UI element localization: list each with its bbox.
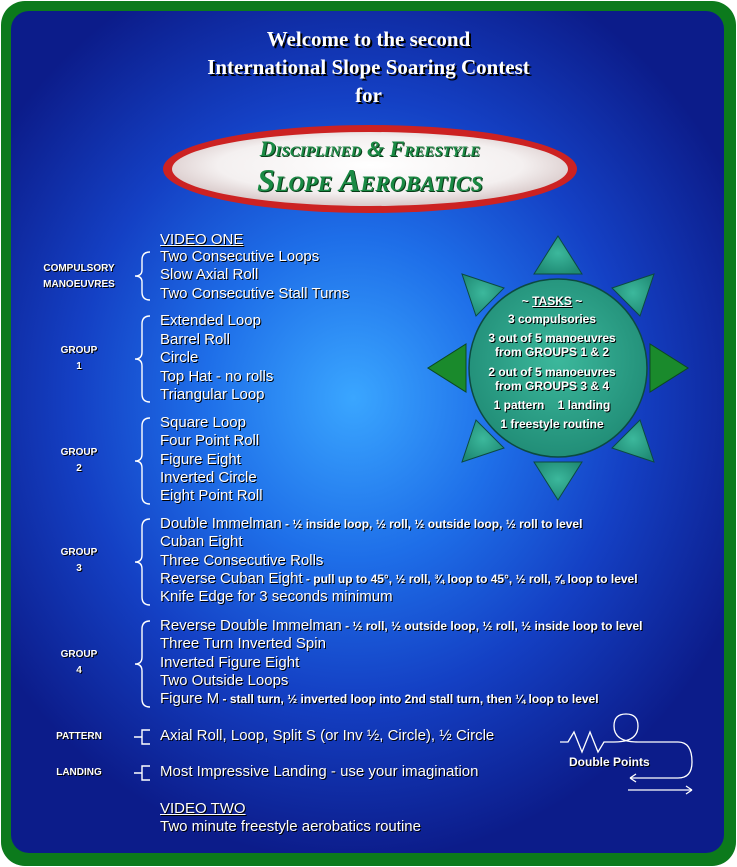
bracket-landing	[132, 764, 154, 782]
list-item: Extended Loop	[160, 312, 261, 329]
list-item: Three Turn Inverted Spin	[160, 635, 326, 652]
banner-line-2: Slope Aerobatics	[257, 162, 483, 198]
list-item: Figure Eight	[160, 451, 241, 468]
tasks-line: 3 out of 5 manoeuvres	[488, 331, 616, 345]
list-item: Reverse Cuban Eight - pull up to 45°, ½ roll, ¾ loop to 45°, ½ roll, ⅝ loop to level	[160, 570, 638, 587]
list-item: Two Outside Loops	[160, 672, 289, 689]
brace-group-3	[132, 517, 154, 607]
video-two-text: Two minute freestyle aerobatics routine	[160, 818, 421, 835]
group-label-2: GROUP 2	[60, 447, 98, 474]
group-label-4: GROUP 4	[60, 649, 98, 676]
list-item: Top Hat - no rolls	[160, 368, 274, 385]
header-line-3: for	[355, 83, 382, 107]
brace-compulsory	[132, 250, 154, 302]
group-label-1: GROUP 1	[60, 345, 98, 372]
double-points-label: Double Points	[569, 755, 650, 769]
list-item: Four Point Roll	[160, 432, 260, 449]
brace-group-1	[132, 314, 154, 404]
brace-group-2	[132, 416, 154, 506]
list-item: Two Consecutive Loops	[160, 248, 320, 265]
tasks-heading: ~ TASKS ~	[521, 294, 583, 308]
brace-group-4	[132, 619, 154, 709]
list-item: Two Consecutive Stall Turns	[160, 285, 350, 302]
list-item: Double Immelman - ½ inside loop, ½ roll, ½ outside loop, ½ roll to level	[160, 515, 583, 532]
landing-label: LANDING	[56, 767, 102, 778]
tasks-line: 2 out of 5 manoeuvres	[488, 365, 616, 379]
list-item: Square Loop	[160, 414, 246, 431]
tasks-line: from GROUPS 3 & 4	[494, 379, 610, 393]
list-item: Barrel Roll	[160, 331, 231, 348]
list-item: Cuban Eight	[160, 533, 243, 550]
list-item: Slow Axial Roll	[160, 266, 259, 283]
list-item: Figure M - stall turn, ½ inverted loop into 2nd stall turn, then ¼ loop to level	[160, 690, 599, 707]
landing-text: Most Impressive Landing - use your imagination	[160, 763, 479, 780]
pattern-text: Axial Roll, Loop, Split S (or Inv ½, Circle), ½ Circle	[160, 727, 495, 744]
header-line-1: Welcome to the second	[266, 27, 471, 51]
group-label-3: GROUP 3	[60, 547, 98, 574]
tasks-line: from GROUPS 1 & 2	[494, 345, 610, 359]
list-item: Triangular Loop	[160, 386, 265, 403]
video-two-title: VIDEO TWO	[160, 800, 246, 817]
tasks-line: 1 pattern 1 landing	[493, 398, 611, 412]
banner-line-1: Disciplined & Freestyle	[259, 136, 481, 161]
video-one-title: VIDEO ONE	[160, 231, 244, 248]
list-item: Knife Edge for 3 seconds minimum	[160, 588, 393, 605]
list-item: Reverse Double Immelman - ½ roll, ½ outside loop, ½ roll, ½ inside loop to level	[160, 617, 643, 634]
list-item: Inverted Figure Eight	[160, 654, 300, 671]
list-item: Inverted Circle	[160, 469, 257, 486]
tasks-line: 3 compulsories	[507, 312, 597, 326]
tasks-line: 1 freestyle routine	[500, 417, 604, 431]
list-item: Three Consecutive Rolls	[160, 552, 324, 569]
header-line-2: International Slope Soaring Contest	[207, 55, 530, 79]
bracket-pattern	[132, 728, 154, 746]
pattern-label: PATTERN	[56, 731, 102, 742]
list-item: Eight Point Roll	[160, 487, 263, 504]
list-item: Circle	[160, 349, 199, 366]
group-label-compulsory: COMPULSORY MANOEUVRES	[43, 263, 115, 290]
